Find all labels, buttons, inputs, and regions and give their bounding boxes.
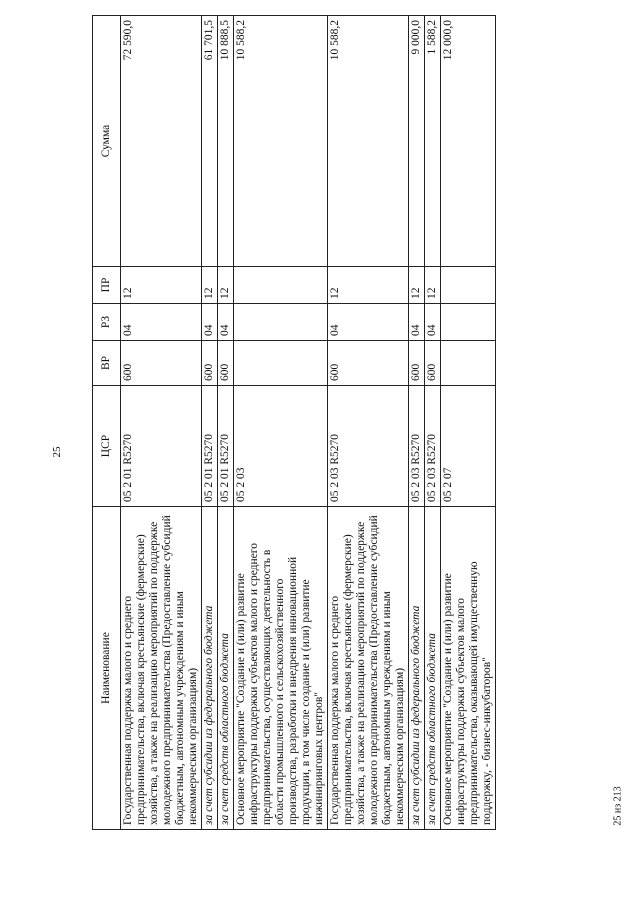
row-name: за счет субсидии из федерального бюджета	[202, 507, 218, 830]
row-sum: 72 590,0	[121, 16, 202, 267]
row-rz: 04	[218, 304, 234, 341]
row-rz: 04	[202, 304, 218, 341]
row-name: Основное мероприятие "Создание и (или) развитие инфраструктуры поддержки субъектов малого и среднего предпринимательства, осуществляющих деятельность в области промышленного и сельскохозяйственного производства, разработки и внедрения инновационной продукции, в том числе создание и (или) развитие инжиниринговых центров"	[234, 507, 328, 830]
budget-table	[92, 15, 496, 830]
row-pr: 12	[409, 267, 425, 304]
row-pr: 12	[425, 267, 441, 304]
row-csr: 05 2 01 R5270	[121, 386, 202, 507]
table-row	[121, 16, 202, 830]
header-vr: ВР	[93, 341, 121, 386]
table-row	[409, 16, 425, 830]
table-header-row	[93, 16, 121, 830]
row-csr: 05 2 01 R5270	[202, 386, 218, 507]
row-pr: 12	[328, 267, 409, 304]
table-row	[328, 16, 409, 830]
row-vr: 600	[218, 341, 234, 386]
row-rz	[441, 304, 496, 341]
row-sum: 1 588,2	[425, 16, 441, 267]
row-name: за счет средств областного бюджета	[425, 507, 441, 830]
row-rz: 04	[409, 304, 425, 341]
table-row	[441, 16, 496, 830]
table-row	[234, 16, 328, 830]
page-number: 25	[51, 446, 63, 458]
row-sum: 10 888,5	[218, 16, 234, 267]
table-row	[425, 16, 441, 830]
row-rz	[234, 304, 328, 341]
header-name: Наименование	[93, 507, 121, 830]
row-name: за счет средств областного бюджета	[218, 507, 234, 830]
header-csr: ЦСР	[93, 386, 121, 507]
row-pr: 12	[218, 267, 234, 304]
row-pr: 12	[121, 267, 202, 304]
row-pr	[234, 267, 328, 304]
row-sum: 61 701,5	[202, 16, 218, 267]
row-sum: 12 000,0	[441, 16, 496, 267]
header-rz: РЗ	[93, 304, 121, 341]
row-csr: 05 2 03 R5270	[425, 386, 441, 507]
row-rz: 04	[328, 304, 409, 341]
row-sum: 10 588,2	[328, 16, 409, 267]
row-vr	[234, 341, 328, 386]
row-vr: 600	[121, 341, 202, 386]
row-name: Основное мероприятие "Создание и (или) развитие инфраструктуры поддержки субъектов малого предпринимательства, оказывающей имущественную поддержку, - бизнес-инкубаторов"	[441, 507, 496, 830]
row-rz: 04	[425, 304, 441, 341]
table-row	[218, 16, 234, 830]
row-csr: 05 2 07	[441, 386, 496, 507]
row-vr: 600	[328, 341, 409, 386]
row-vr	[441, 341, 496, 386]
row-csr: 05 2 03	[234, 386, 328, 507]
row-pr	[441, 267, 496, 304]
page-footer: 25 из 213	[612, 786, 624, 826]
row-csr: 05 2 03 R5270	[328, 386, 409, 507]
row-rz: 04	[121, 304, 202, 341]
row-name: за счет субсидии из федерального бюджета	[409, 507, 425, 830]
row-name: Государственная поддержка малого и среднего предпринимательства, включая крестьянские (фермерские) хозяйства, а также на реализацию мероприятий по поддержке молодежного предпринимательства (Предоставление субсидий бюджетным, автономным учреждениям и иным некоммерческим организациям)	[121, 507, 202, 830]
row-csr: 05 2 03 R5270	[409, 386, 425, 507]
row-name: Государственная поддержка малого и среднего предпринимательства, включая крестьянские (фермерские) хозяйства, а также на реализацию мероприятий по поддержке молодежного предпринимательства (Предоставление субсидий бюджетным, автономным учреждениям и иным некоммерческим организациям)	[328, 507, 409, 830]
table-row	[202, 16, 218, 830]
row-sum: 10 588,2	[234, 16, 328, 267]
row-vr: 600	[425, 341, 441, 386]
rotated-table-container	[92, 20, 602, 830]
row-vr: 600	[409, 341, 425, 386]
row-vr: 600	[202, 341, 218, 386]
header-sum: Сумма	[93, 16, 121, 267]
row-sum: 9 000,0	[409, 16, 425, 267]
row-csr: 05 2 01 R5270	[218, 386, 234, 507]
row-pr: 12	[202, 267, 218, 304]
header-pr: ПР	[93, 267, 121, 304]
